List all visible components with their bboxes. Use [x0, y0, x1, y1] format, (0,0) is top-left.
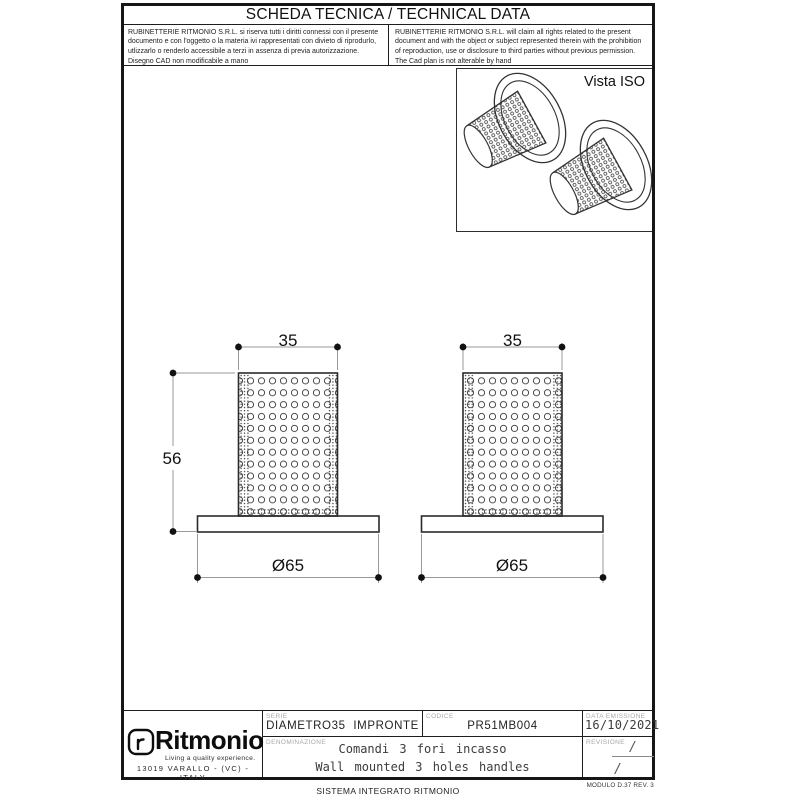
serie-label: SERIE — [266, 712, 288, 720]
dim-diameter-right: Ø65 — [495, 556, 529, 575]
logo-cell — [124, 711, 264, 782]
data-emissione-cell — [583, 711, 660, 737]
brand-name: Ritmonio — [155, 725, 264, 755]
dim-width-left: 35 — [278, 331, 298, 350]
disclaimer-italian: RUBINETTERIE RITMONIO S.R.L. si riserva tutti i diritti connessi con il presente documento e con l'oggetto o la materia ivi rappresentati con divieto di riprodurlo, utlizzarlo o renderlo accessibile a terzi in assenza di previa autorizzazione. Disegno CAD non modificabile a mano — [128, 28, 379, 65]
footer-quality-system: SISTEMA INTEGRATO RITMONIO — [316, 786, 460, 796]
codice-label: CODICE — [426, 712, 454, 720]
codice-cell — [423, 711, 583, 737]
dim-height-left: 56 — [162, 449, 182, 468]
data-emissione-label: DATA EMISSIONE — [586, 712, 646, 720]
revisione-label: REVISIONE — [586, 738, 625, 746]
revisione-divider — [612, 756, 654, 757]
backplate-left — [198, 516, 380, 532]
technical-drawing-svg — [124, 6, 660, 777]
dim-diameter-left: Ø65 — [271, 556, 305, 575]
serie-value: DIAMETRO35 IMPRONTE — [266, 720, 419, 732]
footer-module-ref: MODULO D.37 REV. 3 — [586, 782, 654, 789]
dim-width-right: 35 — [503, 331, 522, 350]
title-block — [124, 710, 660, 782]
knurled-handle-left — [239, 373, 338, 516]
data-emissione-value: 16/10/2021 — [585, 718, 660, 732]
revisione-cell — [583, 737, 652, 777]
drawing-sheet — [121, 3, 660, 782]
knurled-handle-right — [463, 373, 562, 516]
denominazione-line-en: Wall mounted 3 holes handles — [315, 759, 530, 774]
denominazione-cell — [263, 737, 583, 777]
backplate-right — [422, 516, 604, 532]
iso-view-label: Vista ISO — [584, 74, 645, 90]
front-view-left — [163, 331, 382, 583]
disclaimer-english: RUBINETTERIE RITMONIO S.R.L. will claim all rights related to the present document and with the object or subject represented therein with the prohibition of reproduction, use or disclosure to third parties without previous permission. The Cad plan is not alterable by hand — [388, 25, 652, 65]
revisione-value-1: / — [629, 740, 637, 755]
front-view-right — [418, 331, 606, 583]
brand-tagline: Living a quality experience. — [165, 755, 256, 762]
ritmonio-logo-icon — [127, 728, 156, 757]
denominazione-line-it: Comandi 3 fori incasso — [338, 742, 507, 757]
codice-value: PR51MB004 — [467, 720, 538, 732]
revisione-value-2: / — [614, 762, 622, 777]
brand-address: 13019 VARALLO - (VC) - ITALY — [136, 763, 250, 782]
serie-cell — [263, 711, 423, 737]
denominazione-label: DENOMINAZIONE — [266, 738, 327, 746]
sheet-title: SCHEDA TECNICA / TECHNICAL DATA — [245, 6, 531, 23]
